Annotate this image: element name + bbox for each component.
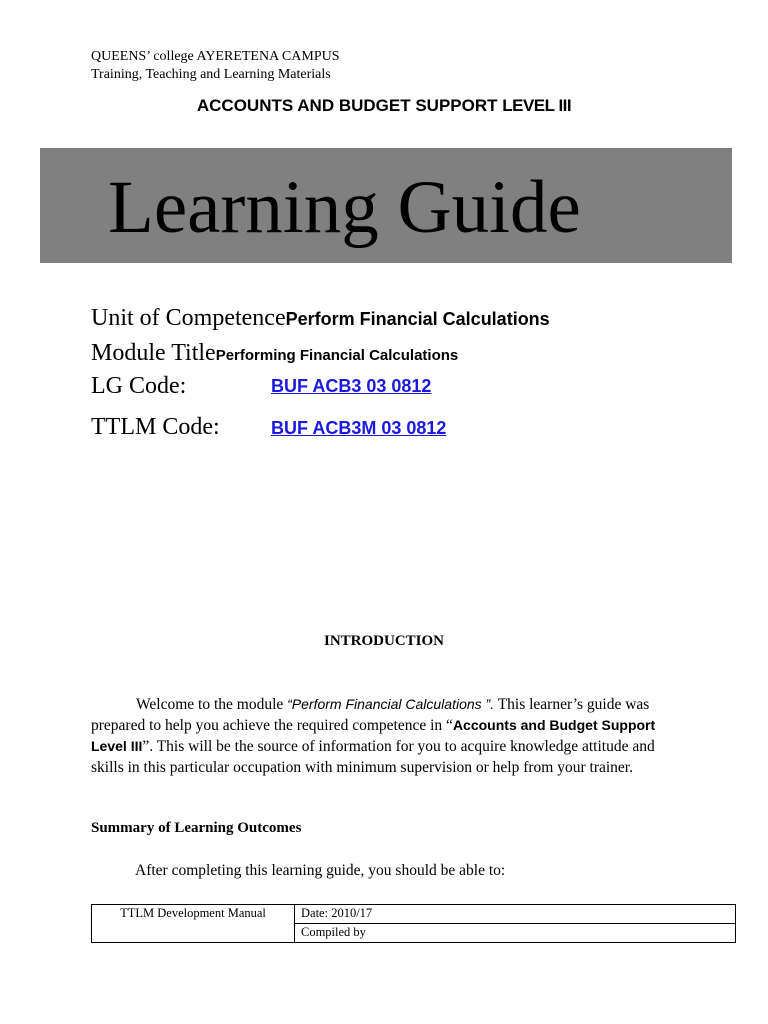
introduction-heading: INTRODUCTION <box>323 633 444 649</box>
intro-level-name: Accounts and Budget Support Level III <box>91 717 656 754</box>
lg-code-label: LG Code: <box>91 373 187 399</box>
banner-title: Learning Guide <box>108 166 581 249</box>
intro-text-2: This learner’s guide was prepared to help you achieve the required competence in “ <box>91 696 650 734</box>
title-banner <box>40 148 732 263</box>
summary-heading: Summary of Learning Outcomes <box>91 820 302 836</box>
introduction-paragraph <box>91 694 691 778</box>
footer-compiled: Compiled by <box>295 924 736 943</box>
ttlm-code-label: TTLM Code: <box>91 414 220 440</box>
institution-name: QUEENS’ college AYERETENA CAMPUS <box>91 49 340 64</box>
unit-of-competence-row <box>91 305 550 332</box>
intro-text-1: Welcome to the module <box>136 696 288 713</box>
ttlm-code-row <box>91 414 220 441</box>
unit-value: Perform Financial Calculations <box>285 309 550 329</box>
footer-table <box>91 904 736 943</box>
unit-label: Unit of Competence <box>91 305 286 331</box>
lg-code-row <box>91 373 186 400</box>
ttlm-code-link[interactable]: BUF ACB3M 03 0812 <box>271 418 447 438</box>
module-title-row <box>91 340 458 367</box>
module-value: Performing Financial Calculations <box>215 347 459 364</box>
module-label: Module Title <box>91 340 216 366</box>
intro-module-quote: “Perform Financial Calculations ”. <box>287 696 495 712</box>
course-level: LEVEL III <box>502 96 572 115</box>
intro-text-3: ”. This will be the source of information for you to acquire knowledge attitude and skills in this particular occupation with minimum supervision or help from your trainer. <box>91 738 655 776</box>
footer-manual: TTLM Development Manual <box>92 905 295 943</box>
lg-code-link[interactable]: BUF ACB3 03 0812 <box>271 376 432 396</box>
summary-lead: After completing this learning guide, you should be able to: <box>135 862 506 879</box>
materials-subtitle: Training, Teaching and Learning Materials <box>91 67 331 82</box>
footer-date: Date: 2010/17 <box>295 905 736 924</box>
course-title <box>0 96 768 116</box>
course-name: ACCOUNTS AND BUDGET SUPPORT <box>196 96 498 115</box>
